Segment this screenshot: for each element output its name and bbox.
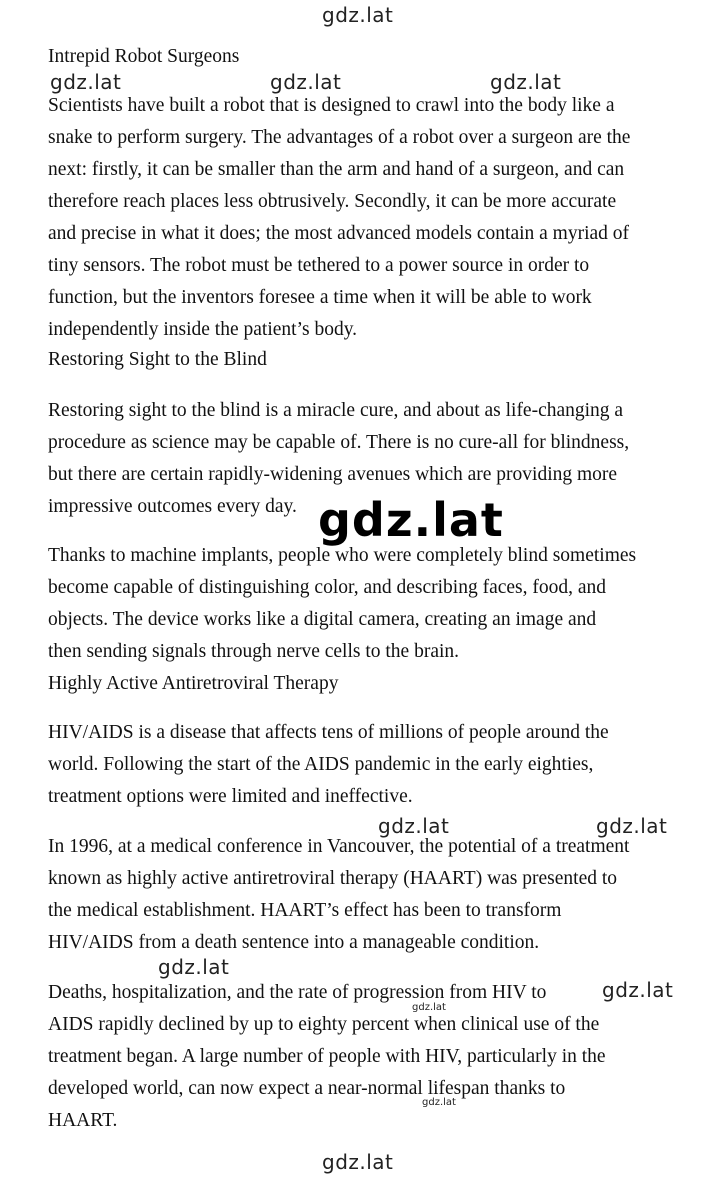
paragraph-line: become capable of distinguishing color, and describing faces, food, and <box>48 577 607 598</box>
watermark: gdz.lat <box>50 70 122 94</box>
watermark: gdz.lat <box>158 955 230 979</box>
paragraph-line: Deaths, hospitalization, and the rate of progression from HIV to <box>48 982 547 1003</box>
paragraph-line: then sending signals through nerve cells to the brain. <box>48 641 460 662</box>
watermark: gdz.lat <box>270 70 342 94</box>
paragraph-line: Scientists have built a robot that is designed to crawl into the body like a <box>48 95 615 116</box>
paragraph-line: In 1996, at a medical conference in Vancouver, the potential of a treatment <box>48 836 630 857</box>
paragraph-line: known as highly active antiretroviral therapy (HAART) was presented to <box>48 868 618 889</box>
watermark: gdz.lat <box>490 70 562 94</box>
paragraph-line: and precise in what it does; the most advanced models contain a myriad of <box>48 223 630 244</box>
paragraph-line: treatment options were limited and ineffective. <box>48 786 413 807</box>
paragraph-line: tiny sensors. The robot must be tethered to a power source in order to <box>48 255 590 276</box>
watermark: gdz.lat <box>602 978 674 1002</box>
paragraph-line: Thanks to machine implants, people who were completely blind sometimes <box>48 545 637 566</box>
paragraph-line: next: firstly, it can be smaller than the arm and hand of a surgeon, and can <box>48 159 625 180</box>
paragraph-line: procedure as science may be capable of. There is no cure-all for blindness, <box>48 432 630 453</box>
paragraph-line: HIV/AIDS from a death sentence into a manageable condition. <box>48 932 540 953</box>
paragraph-line: impressive outcomes every day. <box>48 496 297 517</box>
watermark: gdz.lat <box>596 814 668 838</box>
paragraph-line: objects. The device works like a digital camera, creating an image and <box>48 609 597 630</box>
paragraph-line: therefore reach places less obtrusively. Secondly, it can be more accurate <box>48 191 617 212</box>
watermark: gdz.lat <box>378 814 450 838</box>
watermark: gdz.lat <box>412 1002 446 1013</box>
paragraph-line: treatment began. A large number of people with HIV, particularly in the <box>48 1046 606 1067</box>
paragraph-line: HIV/AIDS is a disease that affects tens of millions of people around the <box>48 722 609 743</box>
paragraph-line: but there are certain rapidly-widening avenues which are providing more <box>48 464 618 485</box>
paragraph-line: HAART. <box>48 1110 118 1131</box>
watermark: gdz.lat <box>322 3 394 27</box>
section-heading: Highly Active Antiretroviral Therapy <box>48 673 339 694</box>
watermark: gdz.lat <box>422 1097 456 1108</box>
paragraph-line: independently inside the patient’s body. <box>48 319 358 340</box>
paragraph-line: world. Following the start of the AIDS pandemic in the early eighties, <box>48 754 594 775</box>
paragraph-line: the medical establishment. HAART’s effect has been to transform <box>48 900 562 921</box>
watermark: gdz.lat <box>322 1150 394 1174</box>
paragraph-line: snake to perform surgery. The advantages of a robot over a surgeon are the <box>48 127 631 148</box>
watermark: gdz.lat <box>318 493 504 547</box>
section-heading: Intrepid Robot Surgeons <box>48 46 240 67</box>
paragraph-line: developed world, can now expect a near-normal lifespan thanks to <box>48 1078 566 1099</box>
paragraph-line: AIDS rapidly declined by up to eighty percent when clinical use of the <box>48 1014 600 1035</box>
paragraph-line: function, but the inventors foresee a time when it will be able to work <box>48 287 592 308</box>
paragraph-line: Restoring sight to the blind is a miracle cure, and about as life-changing a <box>48 400 624 421</box>
section-heading: Restoring Sight to the Blind <box>48 349 267 370</box>
